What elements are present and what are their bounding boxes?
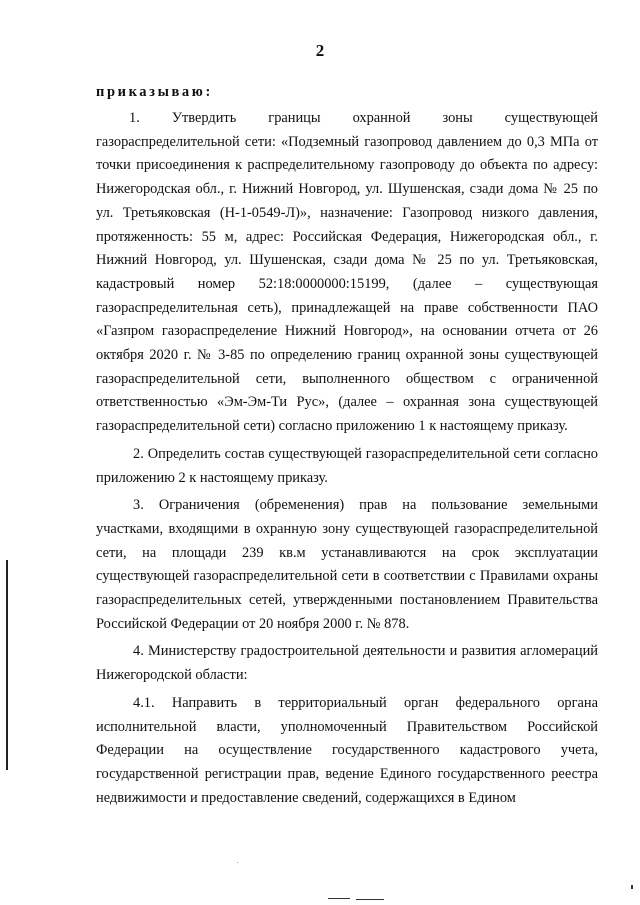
paragraph-3: 3. Ограничения (обременения) прав на пользование земельными участками, входящими в охранную зону существующей газораспределительной сети, на площади 239 кв.м устанавливаются на срок эксплуатации существующей газораспределительной сети в соответствии с Правилами охраны газораспределительных сетей, утвержденными постановлением Правительства Российской Федерации от 20 ноября 2000 г. № 878.: [96, 497, 598, 632]
paragraph-2: 2. Определить состав существующей газораспределительной сети согласно приложению 2 к настоящему приказу.: [96, 445, 598, 486]
scan-artifact: [328, 898, 350, 899]
paragraph-4-1: 4.1. Направить в территориальный орган федерального органа исполнительной власти, уполномоченный Правительством Российской Федерации на осуществление государственного кадастрового учета, государственной регистрации прав, ведение Единого государственного реестра недвижимости и предоставление сведений, содержащихся в Едином: [96, 694, 598, 806]
document-body: [96, 107, 598, 810]
scan-artifact: [631, 885, 633, 889]
paragraph-4: 4. Министерству градостроительной деятельности и развития агломераций Нижегородской области:: [96, 643, 598, 684]
scan-margin-mark: [6, 560, 8, 770]
page-number: 2: [315, 41, 325, 60]
scan-artifact: [237, 862, 238, 863]
paragraph-1: 1. Утвердить границы охранной зоны существующей газораспределительной сети: «Подземный газопровод давлением до 0,3 МПа от точки присоединения к распределительному газопроводу до объекта по адресу: Нижегородская обл., г. Нижний Новгород, ул. Шушенская, сзади дома № 25 по ул. Третьяковская (Н-1-0549-Л)», назначение: Газопровод низкого давления, протяженность: 55 м, адрес: Российская Федерация, Нижегородская обл., г. Нижний Новгород, ул. Шушенская, сзади дома № 25 по ул. Третьяковская, кадастровый номер 52:18:0000000:15199, (далее – существующая газораспределительная сеть), принадлежащей на праве собственности ПАО «Газпром газораспределение Нижний Новгород», на основании отчета от 26 октября 2020 г. № 3-85 по определению границ охранной зоны существующей газораспределительной сети, выполненного обществом с ограниченной ответственностью «Эм-Эм-Ти Рус», (далее – охранная зона существующей газораспределительной сети) согласно приложению 1 к настоящему приказу.: [96, 110, 598, 435]
scan-artifact: [356, 899, 384, 900]
order-heading: приказываю:: [96, 84, 213, 100]
